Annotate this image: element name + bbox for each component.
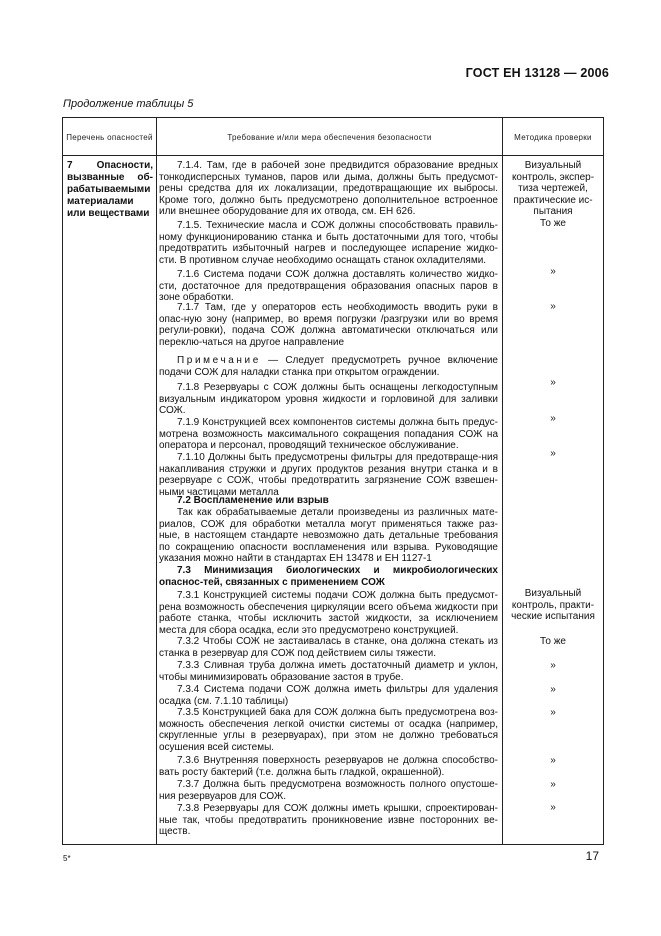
col-header-method: Методика проверки xyxy=(514,133,592,142)
req-7-1-10: 7.1.10 Должны быть предусмотрены фильтры для предотвраще-ния накапливания стружки и других продуктов резания внутри станка и в резервуаре с СОЖ, чтобы предотвратить загрязнение СОЖ взвешен-ными частицами металла xyxy=(159,452,498,498)
req-7-3-4: 7.3.4 Система подачи СОЖ должна иметь фильтры для удаления осадка (см. 7.1.10 таблицы) xyxy=(159,684,498,707)
method-ditto-7-1-10: » xyxy=(550,448,556,459)
method-ditto-7-3-5: » xyxy=(550,707,556,718)
req-7-3-1: 7.3.1 Конструкцией системы подачи СОЖ должна быть предусмот-рена возможность обеспечения циркуляции всего объема жидкости при работе станка, чтобы исключить застой жидкости, за исключением места для сбора осадка, если это предусмотрено конструкцией. xyxy=(159,590,498,636)
page-number: 17 xyxy=(585,849,599,863)
method-ditto-7-1-6: » xyxy=(550,266,556,277)
req-7-1-4: 7.1.4. Там, где в рабочей зоне предвидится образование вредных тонкодисперсных туманов, паров или дыма, должны быть предусмот-рены средства для их локализации, предотвращающие их выбросы. Кроме того, должно быть предусмотрено дополнительное встроенное или внешнее оборудование для их отвода, см. ЕН 626. xyxy=(159,160,498,218)
req-note xyxy=(159,355,498,378)
method-ditto-7-1-8: » xyxy=(550,377,556,388)
method-ditto-7-3-8: » xyxy=(550,802,556,813)
note-text: — Следует предусмотреть ручное включение подачи СОЖ для наладки станка при открытом ограждении. xyxy=(159,355,498,378)
table-caption: Продолжение таблицы 5 xyxy=(63,98,194,110)
footer-mark: 5* xyxy=(63,854,71,863)
req-7-1-7: 7.1.7 Там, где у операторов есть необходимость вводить руки в опас-ную зону (например, во время погрузки /разгрузки или во время регули-ровки), подача СОЖ должна автоматически отключаться или переклю-чаться на другое направление xyxy=(159,302,498,348)
method-same-2: То же xyxy=(540,636,566,647)
method-visual-drawings-tests: Визуальный контроль, экспер-тиза чертежей, практические ис-пытания xyxy=(511,160,595,218)
req-7-3-5: 7.3.5 Конструкцией бака для СОЖ должна быть предусмотрена воз-можность обеспечения легкой очистки системы от осадка (например, скругленные углы в резервуарах), при этом не должно требоваться осушения всей системы. xyxy=(159,707,498,753)
req-7-1-6: 7.1.6 Система подачи СОЖ должна доставлять количество жидко-сти, достаточное для предотвращения образования опасных паров в зоне обработки. xyxy=(159,269,498,304)
req-7-3-8: 7.3.8 Резервуары для СОЖ должны иметь крышки, спроектирован-ные так, чтобы предотвратить проникновение извне посторонних ве-ществ. xyxy=(159,803,498,838)
req-7-2-text: Так как обрабатываемые детали произведены из различных мате-риалов, СОЖ для обработки металла могут применяться также раз-ные, в настоящем стандарте невозможно дать детальные требования по сокращению опасности воспламенения или взрыва. Руководящие указания можно найти в стандартах ЕН 13478 и ЕН 1127-1 xyxy=(159,507,498,565)
req-7-1-8: 7.1.8 Резервуары с СОЖ должны быть оснащены легкодоступным визуальным индикатором уровня жидкости и горловиной для заливки СОЖ. xyxy=(159,382,498,417)
method-ditto-7-3-4: » xyxy=(550,684,556,695)
req-7-1-9: 7.1.9 Конструкцией всех компонентов системы должна быть предус-мотрена возможность максимального сокращения попадания СОЖ на оператора и персонал, проводящий техническое обслуживание. xyxy=(159,417,498,452)
method-ditto-7-3-7: » xyxy=(550,779,556,790)
req-7-3-7: 7.3.7 Должна быть предусмотрена возможность полного опустоше-ния резервуаров для СОЖ. xyxy=(159,779,498,802)
hazard-cell: 7 Опасности, вызванные об-рабатываемыми материалами или веществами xyxy=(67,160,153,219)
method-ditto-7-3-3: » xyxy=(550,660,556,671)
requirements-table xyxy=(62,117,604,845)
heading-7-3: 7.3 Минимизация биологических и микробиологических опаснос-тей, связанных с применением СОЖ xyxy=(159,565,498,588)
heading-7-2: 7.2 Воспламенение или взрыв xyxy=(177,495,329,506)
req-7-3-2: 7.3.2 Чтобы СОЖ не застаивалась в станке, она должна стекать из станка в резервуар для СОЖ под действием силы тяжести. xyxy=(159,636,498,659)
method-visual-tests: Визуальный контроль, практи-ческие испытания xyxy=(511,588,595,623)
req-7-3-3: 7.3.3 Сливная труба должна иметь достаточный диаметр и уклон, чтобы минимизировать образование застоя в трубе. xyxy=(159,660,498,683)
method-same-1: То же xyxy=(540,218,566,229)
req-7-1-5: 7.1.5. Технические масла и СОЖ должны способствовать правиль-ному функционированию станка и быть достаточными для того, чтобы предотвратить избыточный нагрев и последующее испарение жидко-сти. В противном случае необходимо оснащать станок охладителями. xyxy=(159,220,498,266)
method-ditto-7-1-7: » xyxy=(550,301,556,312)
col-header-requirements: Требование и/или мера обеспечения безопасности xyxy=(227,133,432,142)
note-label: Примечание xyxy=(177,355,261,366)
method-ditto-7-3-6: » xyxy=(550,755,556,766)
req-7-3-6: 7.3.6 Внутренняя поверхность резервуаров не должна способство-вать росту бактерий (т.е. должна быть гладкой, окрашенной). xyxy=(159,755,498,778)
standard-number: ГОСТ ЕН 13128 — 2006 xyxy=(465,66,609,80)
col-header-hazards: Перечень опасностей xyxy=(66,133,153,142)
method-ditto-7-1-9: » xyxy=(550,413,556,424)
